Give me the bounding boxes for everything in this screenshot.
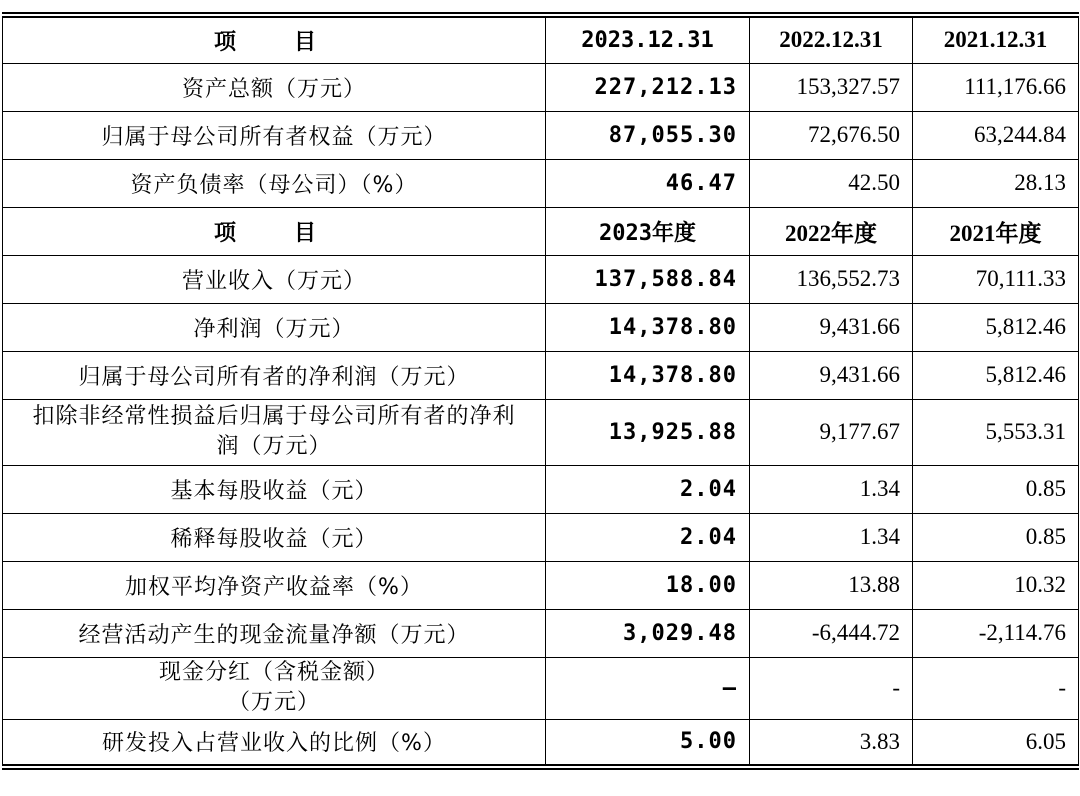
value-2023: 137,588.84: [546, 255, 750, 303]
row-label: 基本每股收益（元）: [3, 465, 546, 513]
value-2021: -2,114.76: [913, 609, 1079, 657]
value-2023: 227,212.13: [546, 63, 750, 111]
value-2021: 28.13: [913, 159, 1079, 207]
value-2022: 1.34: [750, 513, 913, 561]
value-2023: 18.00: [546, 561, 750, 609]
header-2022-cell: 2022年度: [750, 207, 913, 255]
table-row: [3, 303, 1079, 351]
row-label: 营业收入（万元）: [3, 255, 546, 303]
row-label: 经营活动产生的现金流量净额（万元）: [3, 609, 546, 657]
value-2022: 13.88: [750, 561, 913, 609]
value-2021: 5,553.31: [913, 399, 1079, 465]
value-2022: 72,676.50: [750, 111, 913, 159]
table-row: [3, 609, 1079, 657]
value-2021: 63,244.84: [913, 111, 1079, 159]
value-2022: 9,177.67: [750, 399, 913, 465]
value-2022: 136,552.73: [750, 255, 913, 303]
value-2023: 2.04: [546, 513, 750, 561]
value-2022: -: [750, 657, 913, 719]
value-2022: 153,327.57: [750, 63, 913, 111]
value-2021: 111,176.66: [913, 63, 1079, 111]
row-label: 研发投入占营业收入的比例（%）: [3, 719, 546, 767]
value-2023: –: [546, 657, 750, 719]
value-2021: 70,111.33: [913, 255, 1079, 303]
row-label: 净利润（万元）: [3, 303, 546, 351]
table-row: [3, 255, 1079, 303]
row-label: 资产负债率（母公司）（%）: [3, 159, 546, 207]
table-row: [3, 657, 1079, 719]
value-2021: 10.32: [913, 561, 1079, 609]
header-2022-cell: 2022.12.31: [750, 15, 913, 63]
value-2023: 46.47: [546, 159, 750, 207]
row-label: 扣除非经常性损益后归属于母公司所有者的净利润（万元）: [3, 399, 546, 465]
header-row-income: [3, 207, 1079, 255]
financial-summary-table: [2, 12, 1079, 770]
value-2022: 42.50: [750, 159, 913, 207]
financial-table-container: [2, 12, 1078, 770]
row-label: 归属于母公司所有者的净利润（万元）: [3, 351, 546, 399]
table-row: [3, 399, 1079, 465]
value-2023: 87,055.30: [546, 111, 750, 159]
row-label: 归属于母公司所有者权益（万元）: [3, 111, 546, 159]
table-row: [3, 111, 1079, 159]
value-2021: 0.85: [913, 513, 1079, 561]
value-2022: 1.34: [750, 465, 913, 513]
value-2023: 5.00: [546, 719, 750, 767]
value-2022: 3.83: [750, 719, 913, 767]
table-row: [3, 513, 1079, 561]
value-2023: 3,029.48: [546, 609, 750, 657]
value-2022: 9,431.66: [750, 303, 913, 351]
value-2021: 5,812.46: [913, 351, 1079, 399]
value-2021: 5,812.46: [913, 303, 1079, 351]
header-item-cell: 项 目: [3, 15, 546, 63]
row-label: 加权平均净资产收益率（%）: [3, 561, 546, 609]
table-row: [3, 719, 1079, 767]
header-2021-cell: 2021.12.31: [913, 15, 1079, 63]
row-label: 现金分红（含税金额）（万元）: [3, 657, 546, 719]
value-2022: 9,431.66: [750, 351, 913, 399]
header-row-balance: [3, 15, 1079, 63]
table-row: [3, 63, 1079, 111]
row-label: 稀释每股收益（元）: [3, 513, 546, 561]
value-2022: -6,444.72: [750, 609, 913, 657]
value-2021: 0.85: [913, 465, 1079, 513]
header-2023-cell: 2023.12.31: [546, 15, 750, 63]
value-2023: 14,378.80: [546, 303, 750, 351]
header-item-cell: 项 目: [3, 207, 546, 255]
value-2023: 14,378.80: [546, 351, 750, 399]
value-2021: 6.05: [913, 719, 1079, 767]
value-2021: -: [913, 657, 1079, 719]
table-row: [3, 351, 1079, 399]
header-2023-cell: 2023年度: [546, 207, 750, 255]
table-row: [3, 465, 1079, 513]
table-row: [3, 159, 1079, 207]
table-row: [3, 561, 1079, 609]
value-2023: 13,925.88: [546, 399, 750, 465]
value-2023: 2.04: [546, 465, 750, 513]
row-label: 资产总额（万元）: [3, 63, 546, 111]
header-2021-cell: 2021年度: [913, 207, 1079, 255]
